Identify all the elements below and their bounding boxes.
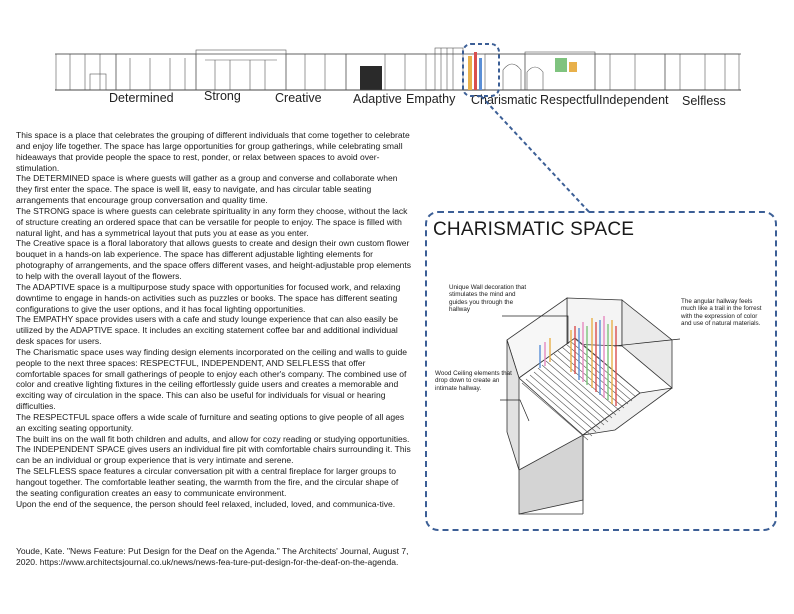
label-empathy: Empathy <box>406 92 456 106</box>
annotation-ceiling: Wood Ceiling elements that drop down to create an intimate hallway. <box>435 370 512 392</box>
label-creative: Creative <box>275 91 322 105</box>
label-charismatic: Charismatic <box>471 93 537 107</box>
highlight-charismatic <box>463 44 499 96</box>
label-determined: Determined <box>109 91 174 105</box>
paragraph-charismatic: The Charismatic space uses way finding design elements incorporated on the ceiling and walls to guide people to the next three spaces: RESPECTFUL, INDEPENDENT, AND SELFLESS that offer comfortable spaces for small gatherings of people to enjoy each other's company. The combined use of color and creative lighting fixtures in the ceiling effortlessly guide users and creates a memorable and exciting way of circulation in the space. This can also be useful for individuals for visual or hearing difficulties. <box>16 346 408 412</box>
label-selfless: Selfless <box>682 94 726 108</box>
label-independent: Independent <box>599 93 669 107</box>
paragraph-independent: The INDEPENDENT SPACE gives users an individual fire pit with comfortable chairs surrounding it. This can be an individual or group experience that is very intimate and serene. <box>16 444 411 466</box>
label-adaptive: Adaptive <box>353 92 402 106</box>
citation: Youde, Kate. "News Feature: Put Design for the Deaf on the Agenda." The Architects' Journal, August 7, 2020. https://www.architectsjournal.co.uk/news/news-fea-ture-put-design-for-the-deaf-on-the-agenda. <box>16 546 409 567</box>
paragraph-built-ins: The built ins on the wall fit both children and adults, and allow for cozy reading or studying opportunities. <box>16 433 410 444</box>
paragraph-empathy: The EMPATHY space provides users with a cafe and study lounge experience that can also easily be utilized by the ADAPTIVE space. It includes an exciting statement coffee bar and additional individual desk spaces for users. <box>16 314 398 347</box>
annotation-hallway: The angular hallway feels much like a trail in the forrest with the expression of color and use of natural materials. <box>681 298 762 328</box>
label-strong: Strong <box>204 89 241 103</box>
paragraph-intro: This space is a place that celebrates the grouping of different individuals that come together to celebrate and enjoy life together. The space has large opportunities for group gatherings, while celebrating small hideaways that provide people the space to rest, ponder, or relax between spaces to avoid over-stimulation. <box>16 130 410 173</box>
paragraph-selfless: The SELFLESS space features a circular conversation pit with a central fireplace for larger groups to hangout together. The comfortable leather seating, the warmth from the fire, and the circular shape of the seating configuration creates an easy to communicate environment. <box>16 466 399 498</box>
paragraph-adaptive: The ADAPTIVE space is a multipurpose study space with opportunities for focused work, and relaxing downtime to engage in hands-on activities such as puzzles or books. The space has different seating configurations to give the user options, and it has focal lighting opportunities. <box>16 281 401 314</box>
paragraph-respectful: The RESPECTFUL space offers a wide scale of furniture and seating options to give people of all ages an exciting seating opportunity. <box>16 411 405 433</box>
paragraph-strong: The STRONG space is where guests can celebrate spirituality in any form they choose, without the lack of structure creating an ordered space that can be versatile for people to enjoy. The space is filled with natural light, and has a symmetrical layout that puts you at ease as you enter. <box>16 205 408 238</box>
label-respectful: Respectful <box>540 93 600 107</box>
paragraph-creative: The Creative space is a floral laboratory that allows guests to create and design their own custom flower bouquet in a hands-on lab experience. The space has different adjustable lighting elements for photography of arrangements, and the space offers different vases, and height-adjustable prop elements to help with the overall layout of the flowers. <box>16 238 411 281</box>
paragraph-determined: The DETERMINED space is where guests will gather as a group and converse and collaborate when they first enter the space. The space is well lit, easy to navigate, and has circular table seating arrangements that encourage group conversation and quality time. <box>16 173 398 206</box>
connector-line <box>481 96 590 213</box>
annotation-wall: Unique Wall decoration that stimulates the mind and guides you through the hallway <box>449 284 527 314</box>
paragraph-conclusion: Upon the end of the sequence, the person should feel relaxed, included, loved, and communica-tive. <box>16 498 396 509</box>
callout-title: CHARISMATIC SPACE <box>433 219 635 240</box>
